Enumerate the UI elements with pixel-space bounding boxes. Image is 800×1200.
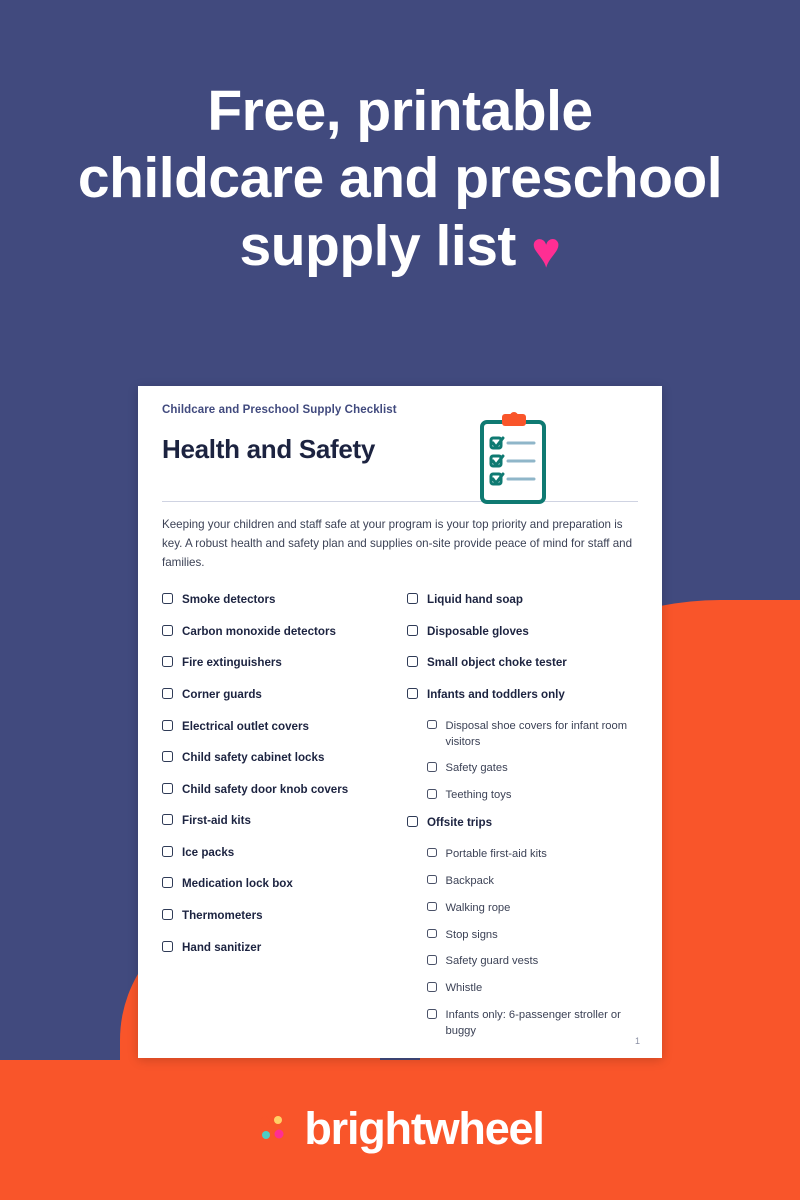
checkbox-icon[interactable] bbox=[162, 814, 173, 825]
list-item-label: Thermometers bbox=[182, 908, 263, 922]
document-title: Health and Safety bbox=[162, 434, 376, 464]
list-item-label: Medication lock box bbox=[182, 877, 293, 891]
list-item-label: Safety guard vests bbox=[445, 955, 539, 968]
sublist-offsite-trips bbox=[407, 847, 638, 1040]
checklist-right-column bbox=[407, 592, 638, 1051]
checklist-left-column bbox=[162, 592, 393, 1051]
list-item-label: Small object choke tester bbox=[427, 656, 567, 670]
list-item-label: First-aid kits bbox=[182, 814, 251, 828]
list-item-label: Safety gates bbox=[445, 762, 508, 775]
list-item-label: Infants only: 6-passenger stroller or buggy bbox=[445, 1009, 621, 1038]
list-item[interactable] bbox=[162, 750, 393, 765]
headline-line-3: supply list bbox=[239, 213, 516, 278]
list-item-label: Teething toys bbox=[445, 789, 512, 802]
checkbox-icon[interactable] bbox=[427, 720, 437, 730]
checkbox-icon[interactable] bbox=[162, 720, 173, 731]
list-item-label: Corner guards bbox=[182, 688, 262, 702]
list-item-label: Infants and toddlers only bbox=[427, 688, 565, 702]
list-item[interactable] bbox=[427, 761, 638, 777]
checkbox-icon[interactable] bbox=[162, 941, 173, 952]
list-item[interactable] bbox=[162, 782, 393, 797]
list-item[interactable] bbox=[427, 1008, 638, 1040]
page-number: 1 bbox=[634, 1036, 640, 1046]
checkbox-icon[interactable] bbox=[162, 688, 173, 699]
checkbox-icon[interactable] bbox=[427, 1009, 437, 1019]
list-item-label: Child safety door knob covers bbox=[182, 782, 349, 796]
list-item-label: Backpack bbox=[445, 874, 495, 887]
list-item-label: Disposable gloves bbox=[427, 624, 529, 638]
list-item-label: Stop signs bbox=[445, 928, 498, 941]
list-item[interactable] bbox=[407, 592, 638, 607]
brand-footer bbox=[0, 1058, 800, 1200]
list-item-label: Walking rope bbox=[445, 901, 511, 914]
list-item[interactable] bbox=[162, 876, 393, 891]
list-item[interactable] bbox=[162, 908, 393, 923]
checkbox-icon[interactable] bbox=[162, 783, 173, 794]
list-item-label: Fire extinguishers bbox=[182, 656, 282, 670]
checkbox-icon[interactable] bbox=[407, 688, 418, 699]
list-item[interactable] bbox=[427, 901, 638, 917]
list-item[interactable] bbox=[427, 928, 638, 944]
list-item[interactable] bbox=[162, 655, 393, 670]
list-item[interactable] bbox=[162, 719, 393, 734]
list-item-label: Whistle bbox=[445, 982, 483, 995]
list-item-label: Carbon monoxide detectors bbox=[182, 624, 336, 638]
checkbox-icon[interactable] bbox=[427, 875, 437, 885]
checkbox-icon[interactable] bbox=[427, 955, 437, 965]
checkbox-icon[interactable] bbox=[162, 846, 173, 857]
list-item-label: Smoke detectors bbox=[182, 593, 276, 607]
page-title bbox=[0, 0, 800, 280]
list-item[interactable] bbox=[427, 788, 638, 804]
list-item-label: Portable first-aid kits bbox=[445, 847, 547, 860]
list-item[interactable] bbox=[162, 845, 393, 860]
heart-icon: ♥ bbox=[531, 221, 561, 278]
checkbox-icon[interactable] bbox=[427, 929, 437, 939]
checkbox-icon[interactable] bbox=[427, 902, 437, 912]
brightwheel-mark-icon bbox=[256, 1112, 290, 1146]
list-item[interactable] bbox=[427, 874, 638, 890]
checkbox-icon[interactable] bbox=[162, 625, 173, 636]
brand-name: brightwheel bbox=[304, 1103, 544, 1154]
list-item[interactable] bbox=[427, 847, 638, 863]
checkbox-icon[interactable] bbox=[407, 816, 418, 827]
checkbox-icon[interactable] bbox=[407, 656, 418, 667]
list-item[interactable] bbox=[162, 940, 393, 955]
headline-line-3-wrap bbox=[46, 213, 754, 280]
document-kicker: Childcare and Preschool Supply Checklist bbox=[162, 404, 397, 416]
headline-line-1: Free, printable bbox=[207, 79, 593, 143]
checkbox-icon[interactable] bbox=[162, 751, 173, 762]
list-item-label: Electrical outlet covers bbox=[182, 719, 309, 733]
list-item-label: Liquid hand soap bbox=[427, 593, 523, 607]
checkbox-icon[interactable] bbox=[427, 848, 437, 858]
checkbox-icon[interactable] bbox=[407, 593, 418, 604]
checklist-document bbox=[138, 386, 662, 1058]
list-item[interactable] bbox=[162, 592, 393, 607]
list-item-label: Hand sanitizer bbox=[182, 940, 262, 954]
list-item[interactable] bbox=[162, 624, 393, 639]
list-item-label: Disposal shoe covers for infant room visitors bbox=[445, 719, 628, 748]
clipboard-checklist-icon bbox=[478, 412, 550, 506]
list-item[interactable] bbox=[162, 813, 393, 828]
headline-line-2: childcare and preschool bbox=[77, 146, 723, 211]
list-item-label: Child safety cabinet locks bbox=[182, 751, 325, 765]
list-item-label: Offsite trips bbox=[427, 816, 493, 830]
checkbox-icon[interactable] bbox=[427, 982, 437, 992]
checkbox-icon[interactable] bbox=[162, 656, 173, 667]
checkbox-icon[interactable] bbox=[407, 625, 418, 636]
list-item[interactable] bbox=[162, 687, 393, 702]
list-item[interactable] bbox=[407, 815, 638, 830]
checkbox-icon[interactable] bbox=[427, 789, 437, 799]
list-item[interactable] bbox=[407, 687, 638, 702]
checkbox-icon[interactable] bbox=[162, 909, 173, 920]
checkbox-icon[interactable] bbox=[162, 877, 173, 888]
list-item[interactable] bbox=[407, 655, 638, 670]
checkbox-icon[interactable] bbox=[427, 762, 437, 772]
list-item[interactable] bbox=[407, 624, 638, 639]
document-intro: Keeping your children and staff safe at your program is your top priority and preparation is key. A robust health and safety plan and supplies on-site provide peace of mind for staff and families. bbox=[162, 518, 633, 569]
document-header bbox=[162, 428, 638, 502]
list-item[interactable] bbox=[427, 981, 638, 997]
checklist-columns bbox=[162, 592, 638, 1051]
list-item[interactable] bbox=[427, 954, 638, 970]
checkbox-icon[interactable] bbox=[162, 593, 173, 604]
list-item[interactable] bbox=[427, 719, 638, 751]
sublist-infants-toddlers bbox=[407, 719, 638, 805]
list-item-label: Ice packs bbox=[182, 845, 235, 859]
